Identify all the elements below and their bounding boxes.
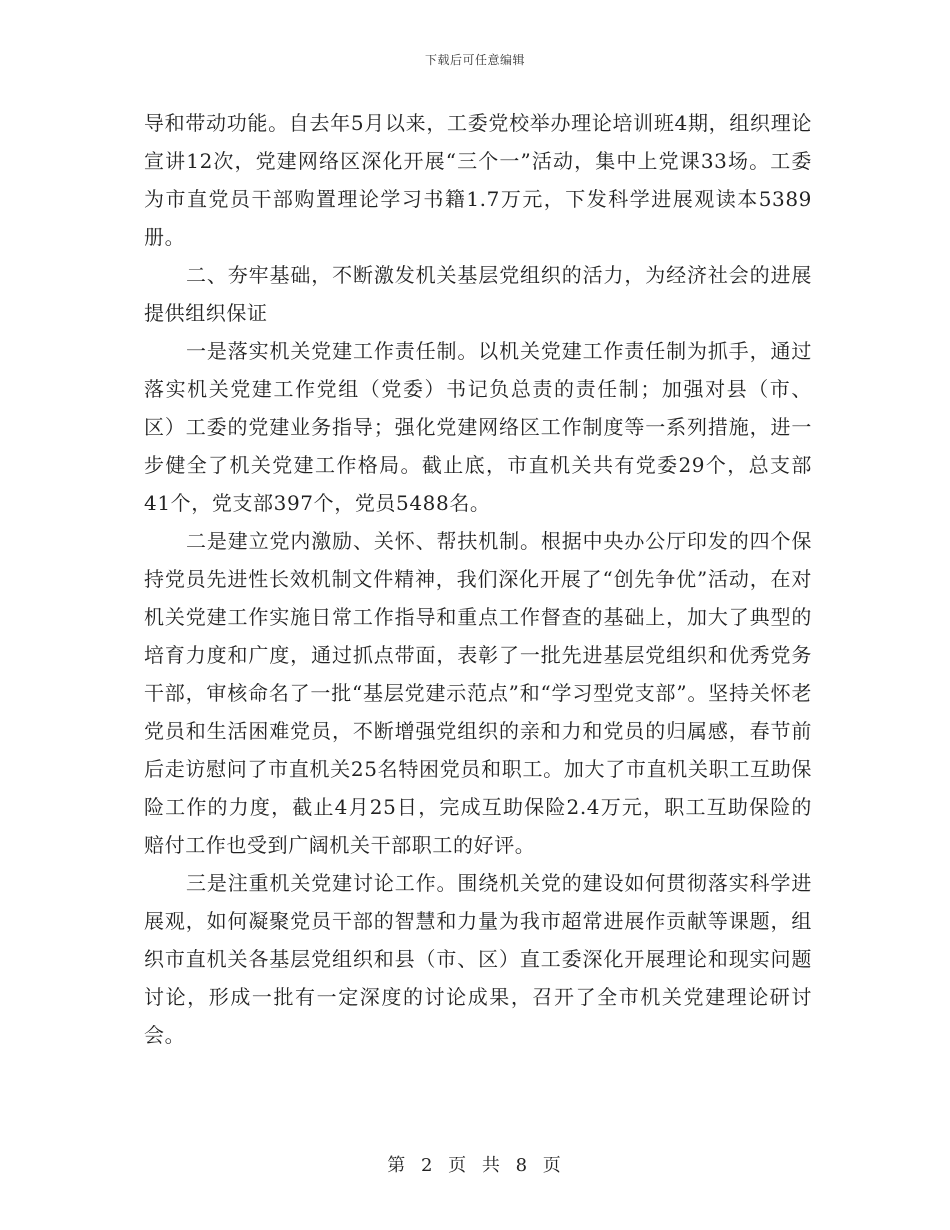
page-header: 下载后可任意编辑 [424, 53, 525, 67]
page-number: 第 2 页 共 8 页 [387, 1155, 563, 1176]
paragraph-responsibility-system: 一是落实机关党建工作责任制。以机关党建工作责任制为抓手，通过落实机关党建工作党组（党委）书记负总责的责任制；加强对县（市、区）工委的党建业务指导；强化党建网络区工作制度等一系列措施，进一步健全了机关党建工作格局。截止底，市直机关共有党委29个，总支部41个，党支部397个，党员5488名。 [144, 339, 812, 515]
paragraph-incentive-mechanism: 二是建立党内激励、关怀、帮扶机制。根据中央办公厅印发的四个保持党员先进性长效机制文件精神，我们深化开展了“创先争优”活动，在对机关党建工作实施日常工作指导和重点工作督查的基础上，加大了典型的培育力度和广度，通过抓点带面，表彰了一批先进基层党组织和优秀党务干部，审核命名了一批“基层党建示范点”和“学习型党支部”。坚持关怀老党员和生活困难党员，不断增强党组织的亲和力和党员的归属感，春节前后走访慰问了市直机关25名特困党员和职工。加大了市直机关职工互助保险工作的力度，截止4月25日，完成互助保险2.4万元，职工互助保险的赔付工作也受到广阔机关干部职工的好评。 [144, 529, 812, 857]
paragraph-research-work: 三是注重机关党建讨论工作。围绕机关党的建设如何贯彻落实科学进展观，如何凝聚党员干部的智慧和力量为我市超常进展作贡献等课题，组织市直机关各基层党组织和县（市、区）直工委深化开展理论和现实问题讨论，形成一批有一定深度的讨论成果，召开了全市机关党建理论研讨会。 [144, 871, 812, 1047]
paragraph-continuation: 导和带动功能。自去年5月以来，工委党校举办理论培训班4期，组织理论宣讲12次，党建网络区深化开展“三个一”活动，集中上党课33场。工委为市直党员干部购置理论学习书籍1.7万元，下发科学进展观读本5389册。 [144, 111, 812, 249]
document-body [144, 104, 812, 1054]
section-heading: 二、夯牢基础，不断激发机关基层党组织的活力，为经济社会的进展提供组织保证 [144, 263, 812, 325]
